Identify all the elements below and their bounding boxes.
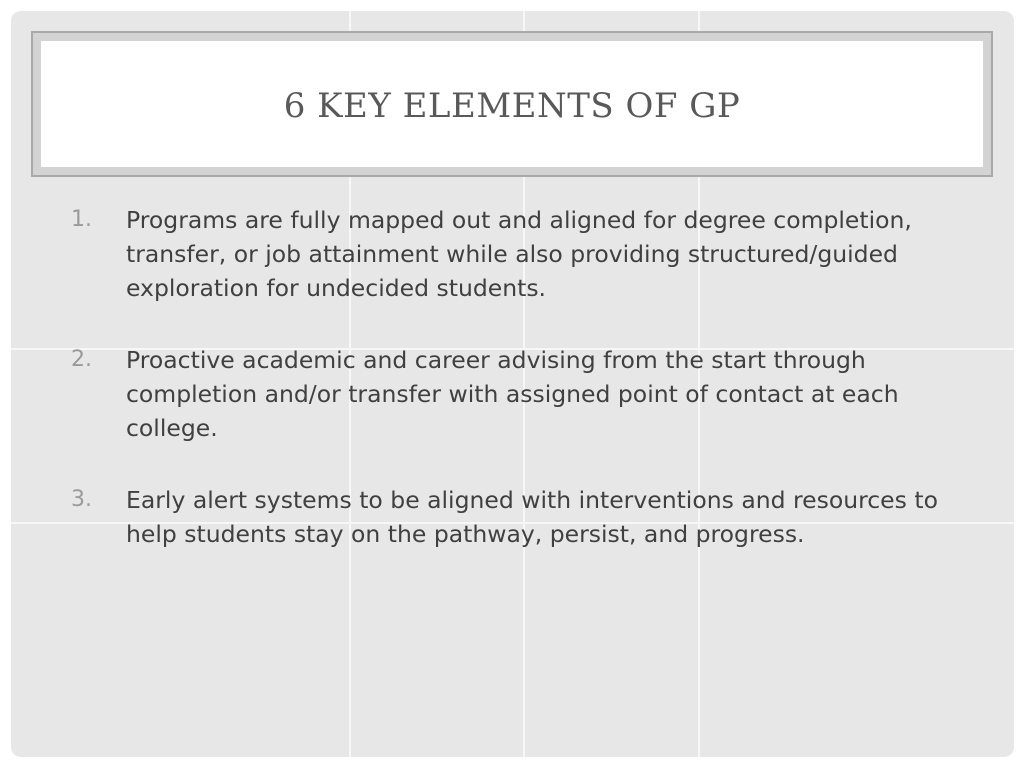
list-item-number: 3. — [71, 487, 92, 512]
list-item-text: Proactive academic and career advising from the start through completion and/or transfer with assigned point of contact at each college. — [126, 346, 899, 442]
numbered-list — [71, 203, 971, 589]
list-item-number: 1. — [71, 207, 92, 232]
list-item-number: 2. — [71, 347, 92, 372]
list-item — [71, 483, 971, 551]
slide — [11, 11, 1014, 757]
list-item — [71, 343, 971, 445]
list-item-text: Programs are fully mapped out and aligned for degree completion, transfer, or job attainment while also providing structured/guided exploration for undecided students. — [126, 206, 912, 302]
slide-title: 6 KEY ELEMENTS OF GP — [283, 86, 741, 126]
list-item — [71, 203, 971, 305]
list-item-text: Early alert systems to be aligned with interventions and resources to help students stay on the pathway, persist, and progress. — [126, 486, 938, 548]
title-box-inner — [33, 33, 991, 175]
title-box — [31, 31, 993, 177]
